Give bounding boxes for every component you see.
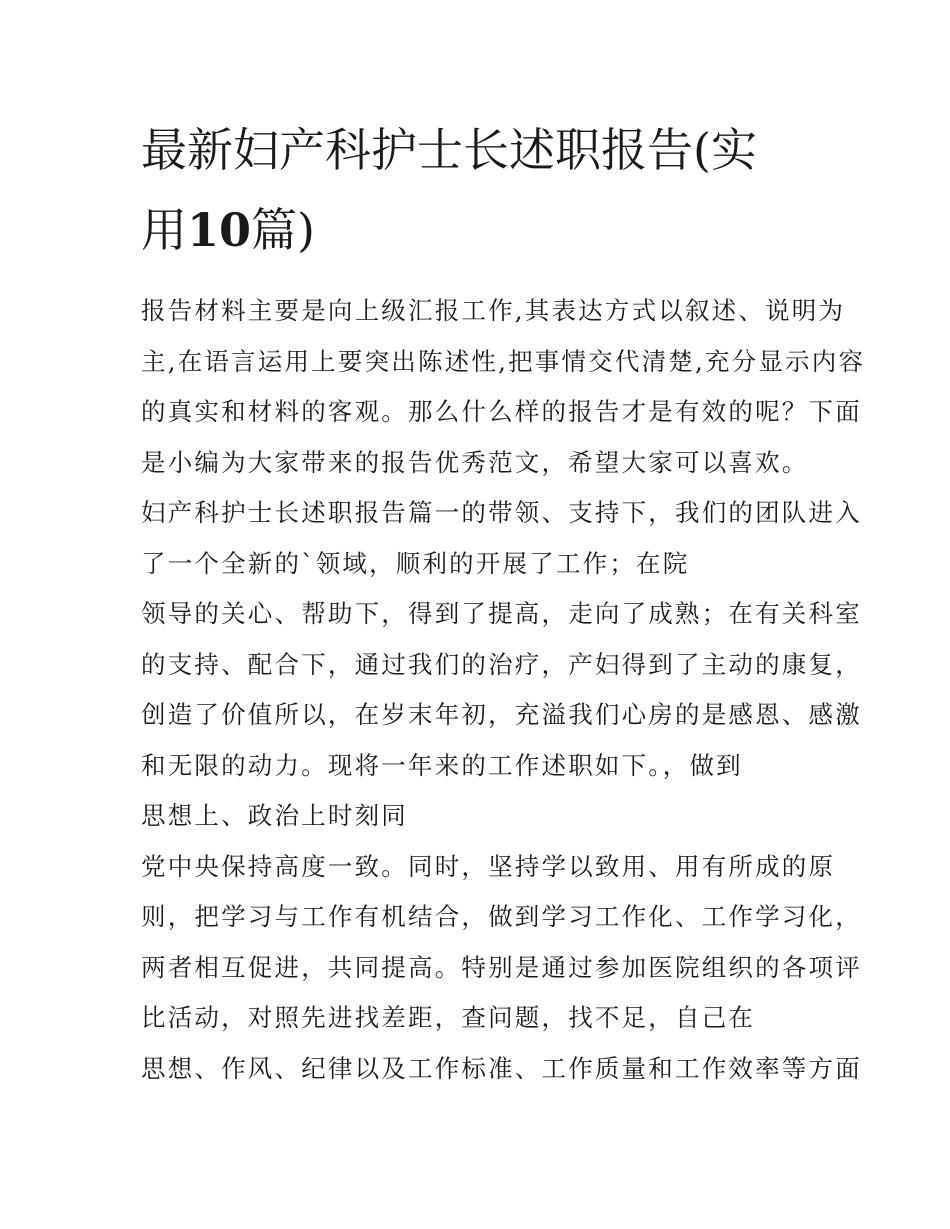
body-line: 党中央保持高度一致。同时，坚持学以致用、用有所成的原 xyxy=(141,851,836,881)
title-line-2-suffix: 篇) xyxy=(251,203,315,257)
body-line: 则，把学习与工作有机结合，做到学习工作化、工作学习化， xyxy=(141,902,862,931)
document-page xyxy=(141,110,866,1094)
body-line: 的真实和材料的客观。那么什么样的报告才是有效的呢？下面 xyxy=(141,397,862,426)
document-title xyxy=(141,110,813,270)
body-line: 妇产科护士长述职报告篇一的带领、支持下，我们的团队进入 xyxy=(141,498,862,527)
body-line: 主,在语言运用上要突出陈述性,把事情交代清楚,充分显示内容 xyxy=(141,346,866,376)
body-line: 创造了价值所以，在岁末年初，充溢我们心房的是感恩、感激 xyxy=(141,700,862,729)
document-body xyxy=(141,286,866,1094)
body-line: 比活动，对照先进找差距，查问题，找不足，自己在 xyxy=(141,1003,756,1032)
body-line: 了一个全新的`领域，顺利的开展了工作；在院 xyxy=(141,548,690,578)
body-line: 思想、作风、纪律以及工作标准、工作质量和工作效率等方面 xyxy=(141,1053,862,1083)
body-line: 领导的关心、帮助下，得到了提高，走向了成熟；在有关科室 xyxy=(141,599,862,628)
body-line: 是小编为大家带来的报告优秀范文，希望大家可以喜欢。 xyxy=(141,447,809,477)
body-line: 思想上、政治上时刻同 xyxy=(141,801,408,830)
body-line: 和无限的动力。现将一年来的工作述职如下。，做到 xyxy=(141,750,743,780)
title-number: 10 xyxy=(187,203,252,257)
title-line-1: 最新妇产科护士长述职报告(实 xyxy=(141,123,757,177)
body-line: 的支持、配合下，通过我们的治疗，产妇得到了主动的康复， xyxy=(141,649,862,679)
body-line: 报告材料主要是向上级汇报工作,其表达方式以叙述、说明为 xyxy=(141,296,846,325)
title-line-2-prefix: 用 xyxy=(141,203,187,257)
body-line: 两者相互促进，共同提高。特别是通过参加医院组织的各项评 xyxy=(141,952,862,982)
